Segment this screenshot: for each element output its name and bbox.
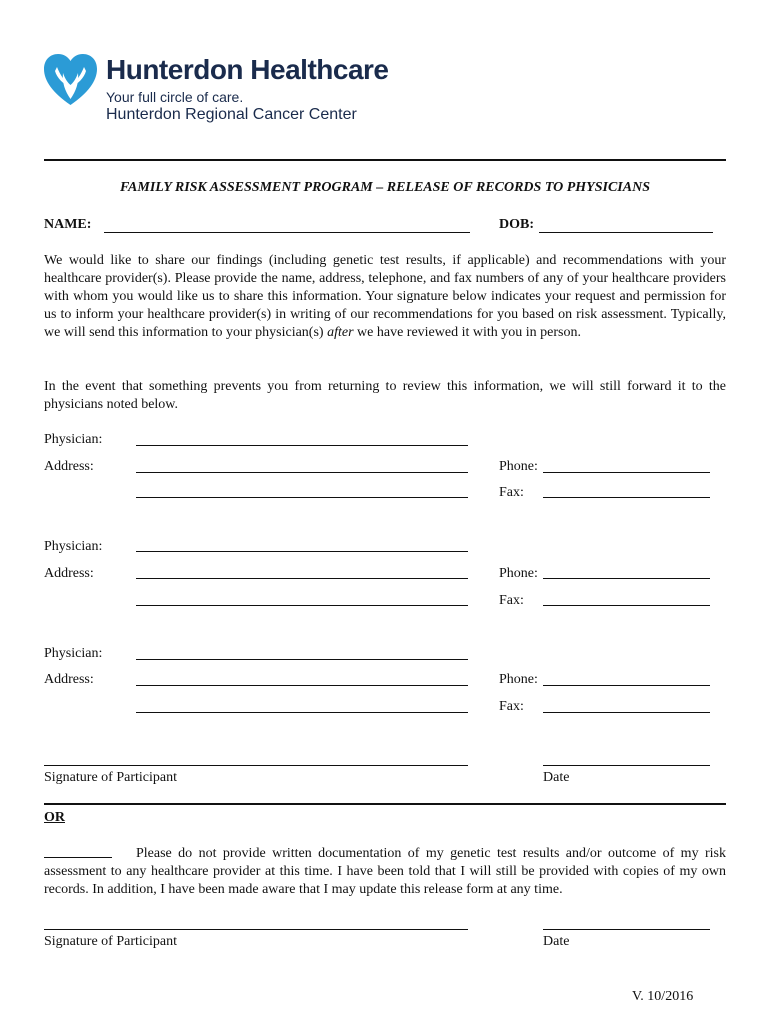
- phone-3-label: Phone:: [499, 672, 538, 687]
- phone-2-label: Phone:: [499, 566, 538, 581]
- address-3-line-2[interactable]: [136, 712, 468, 713]
- address-2-line-1[interactable]: [136, 578, 468, 579]
- intro-text-b: we have reviewed it with you in person.: [353, 325, 581, 340]
- signature-1-field[interactable]: [44, 765, 468, 766]
- fax-1-field[interactable]: [543, 497, 710, 498]
- intro-text-emphasis: after: [327, 325, 354, 340]
- physician-3-label: Physician:: [44, 646, 103, 661]
- date-1-field[interactable]: [543, 765, 710, 766]
- dob-label: DOB:: [499, 217, 534, 232]
- name-label: NAME:: [44, 217, 92, 232]
- address-1-line-1[interactable]: [136, 472, 468, 473]
- version-label: V. 10/2016: [632, 989, 694, 1004]
- top-rule: [44, 159, 726, 161]
- fax-3-label: Fax:: [499, 699, 524, 714]
- physician-2-field[interactable]: [136, 551, 468, 552]
- physician-1-field[interactable]: [136, 445, 468, 446]
- physician-3-field[interactable]: [136, 659, 468, 660]
- signature-2-label: Signature of Participant: [44, 934, 177, 949]
- fax-2-label: Fax:: [499, 593, 524, 608]
- phone-1-field[interactable]: [543, 472, 710, 473]
- phone-2-field[interactable]: [543, 578, 710, 579]
- intro-text-a: We would like to share our findings (including genetic test results, if applicable) and recommendations with your healthcare provider(s). Please provide the name, address, telephone, and fax numbers of any of your healthcare providers with whom you would like us to share this information. Your signature below indicates your request and permission for us to inform your healthcare provider(s) in writing of our recommendations for you based on risk assessment. Typically, we will send this information to your physician(s): [44, 253, 726, 340]
- date-1-label: Date: [543, 770, 570, 785]
- form-title: FAMILY RISK ASSESSMENT PROGRAM – RELEASE OF RECORDS TO PHYSICIANS: [120, 180, 650, 195]
- address-3-label: Address:: [44, 672, 94, 687]
- phone-1-label: Phone:: [499, 459, 538, 474]
- dob-field[interactable]: [539, 232, 713, 233]
- address-2-line-2[interactable]: [136, 605, 468, 606]
- fax-1-label: Fax:: [499, 485, 524, 500]
- physician-1-label: Physician:: [44, 432, 103, 447]
- intro-paragraph: [44, 252, 726, 342]
- center-name: Hunterdon Regional Cancer Center: [106, 106, 357, 123]
- fax-2-field[interactable]: [543, 605, 710, 606]
- address-1-label: Address:: [44, 459, 94, 474]
- fax-3-field[interactable]: [543, 712, 710, 713]
- middle-rule: [44, 803, 726, 805]
- optout-paragraph: Please do not provide written documentation of my genetic test results and/or outcome of my risk assessment to any healthcare provider at this time. I have been told that I will still be provided with copies of my own records. In addition, I have been made aware that I may update this release form at any time.: [44, 846, 726, 897]
- brand-tagline: Your full circle of care.: [106, 89, 244, 105]
- heart-logo-icon: [43, 53, 98, 107]
- address-2-label: Address:: [44, 566, 94, 581]
- phone-3-field[interactable]: [543, 685, 710, 686]
- brand-name: Hunterdon Healthcare: [106, 54, 389, 85]
- forward-paragraph: In the event that something prevents you from returning to review this information, we will still forward it to the physicians noted below.: [44, 379, 726, 412]
- signature-1-label: Signature of Participant: [44, 770, 177, 785]
- or-label: OR: [44, 810, 65, 825]
- name-field[interactable]: [104, 232, 470, 233]
- address-1-line-2[interactable]: [136, 497, 468, 498]
- address-3-line-1[interactable]: [136, 685, 468, 686]
- physician-2-label: Physician:: [44, 539, 103, 554]
- date-2-field[interactable]: [543, 929, 710, 930]
- date-2-label: Date: [543, 934, 570, 949]
- signature-2-field[interactable]: [44, 929, 468, 930]
